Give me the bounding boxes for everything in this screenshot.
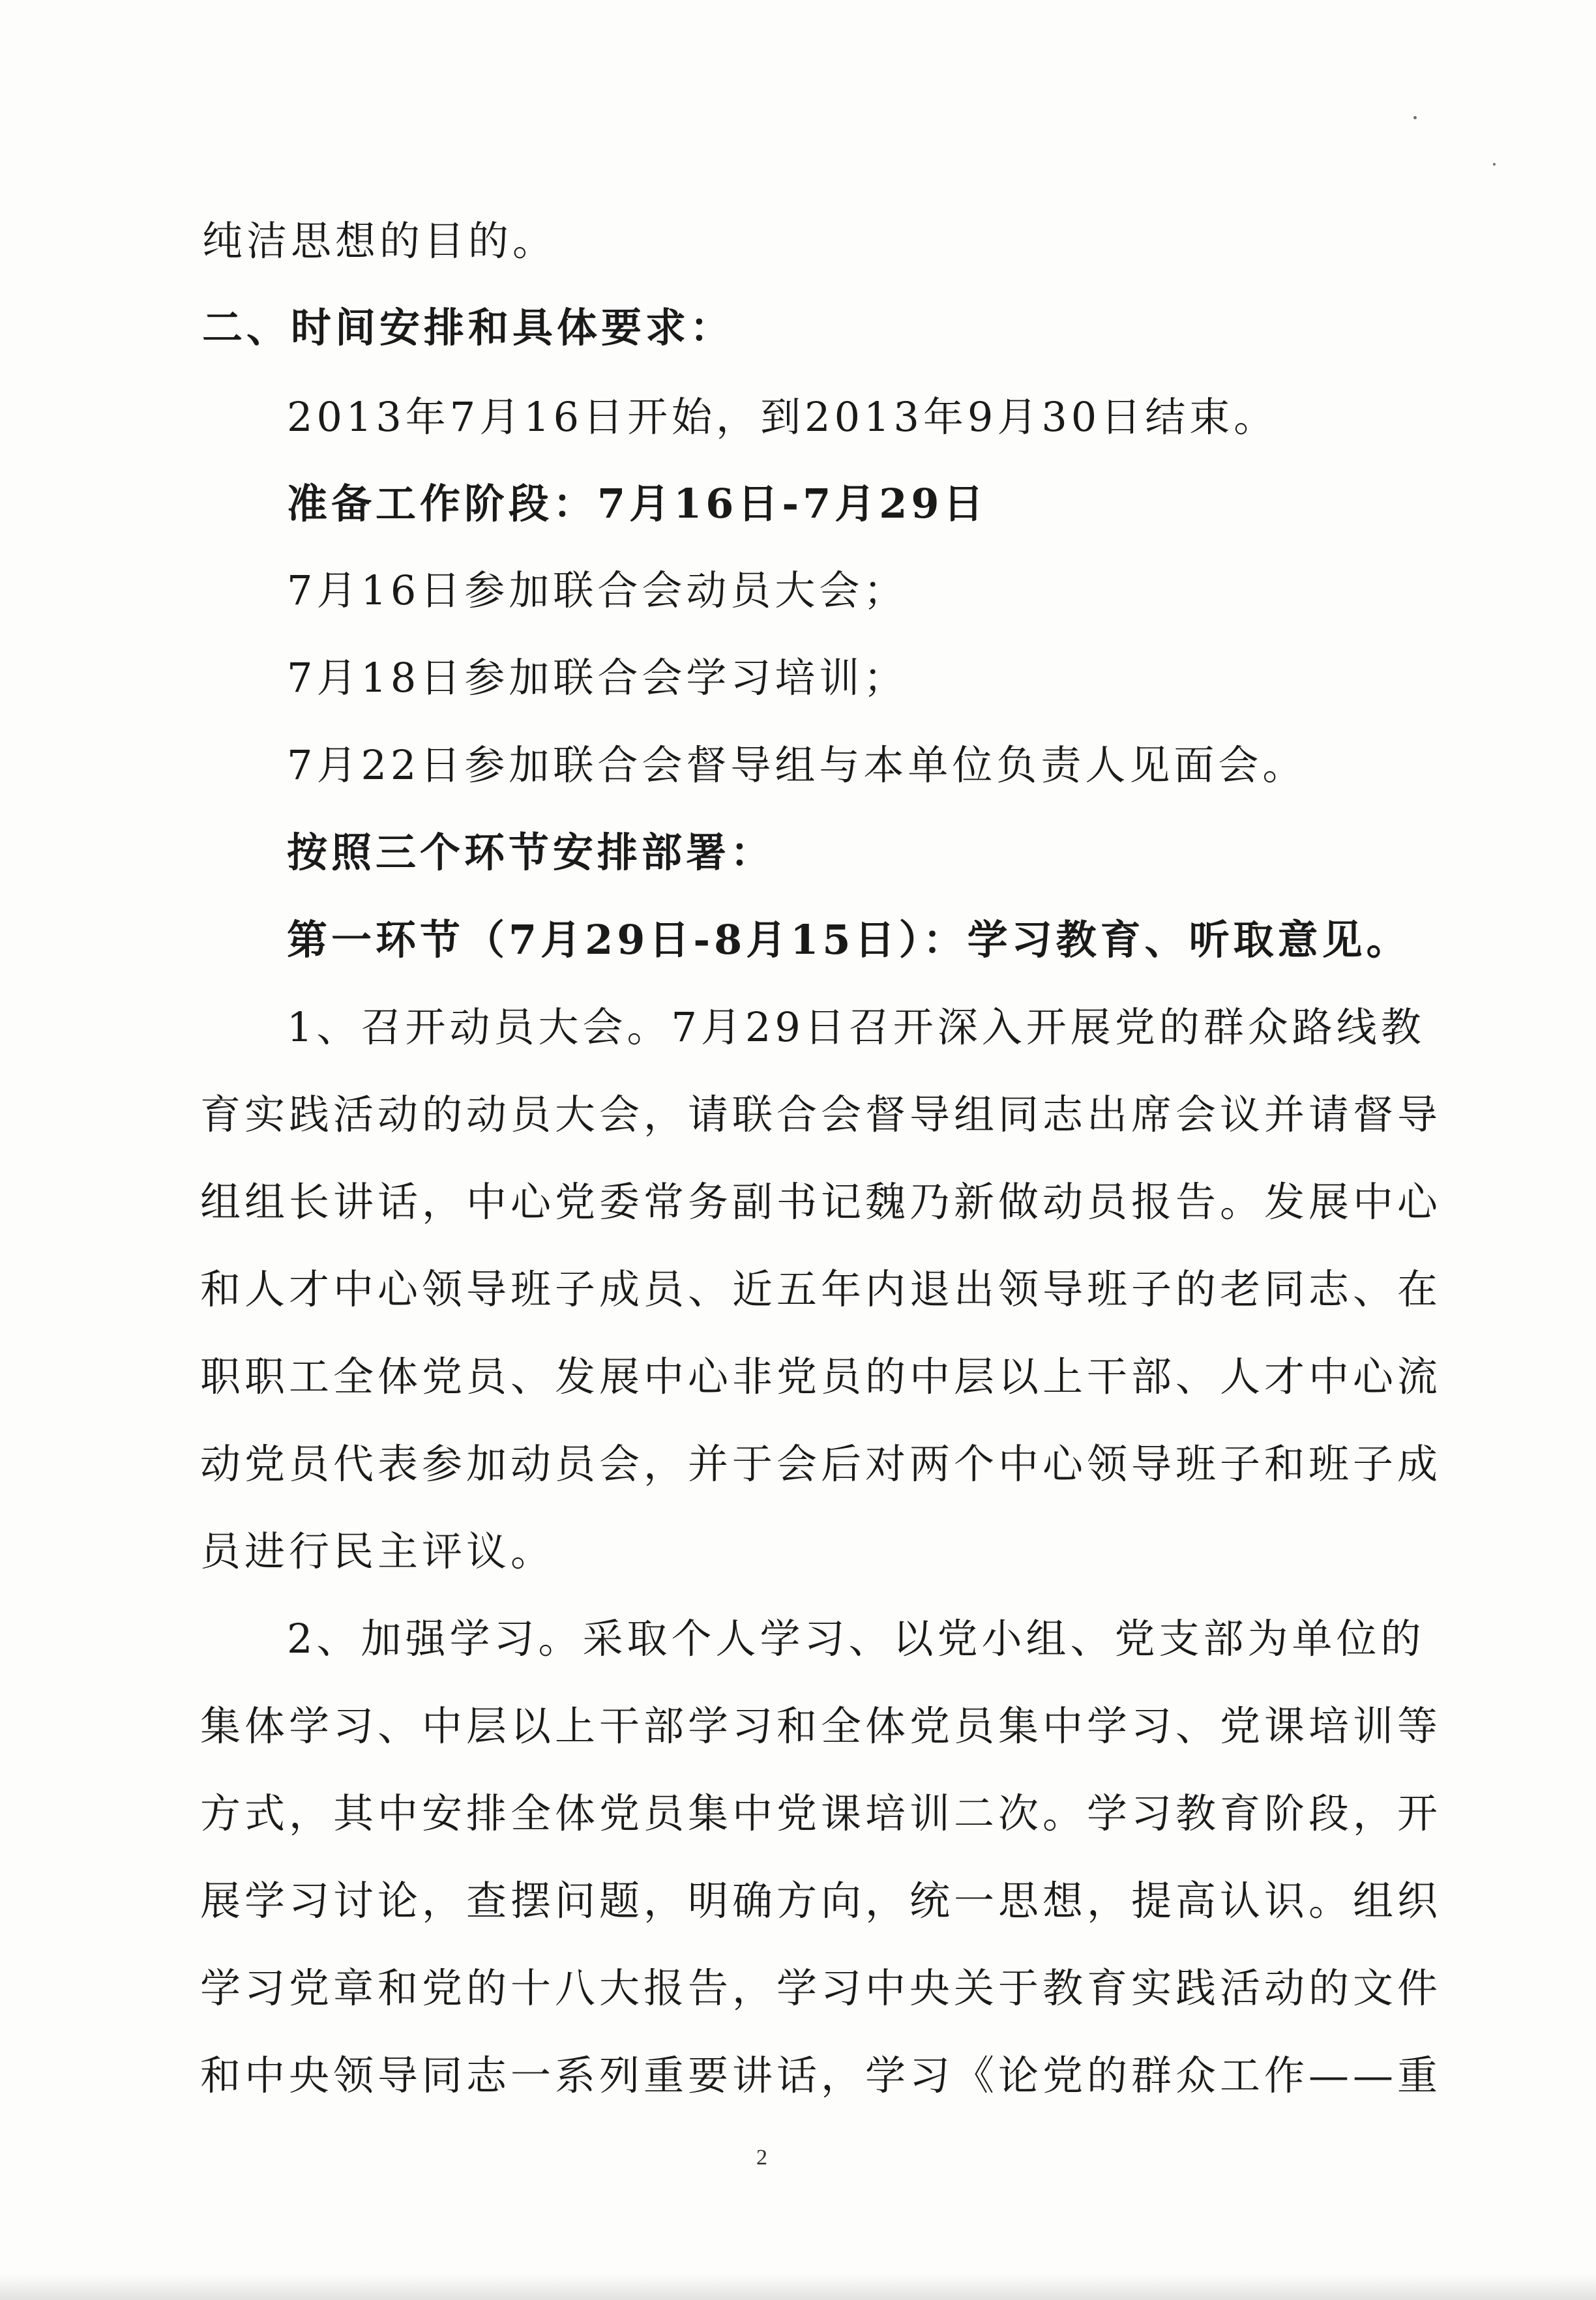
scan-edge-shadow (0, 2274, 1596, 2300)
text-line: 和中央领导同志一系列重要讲话，学习《论党的群众工作——重 (200, 2052, 1442, 2099)
text-line: 纯洁思想的目的。 (202, 217, 557, 265)
text-line: 7月22日参加联合会督导组与本单位负责人见面会。 (287, 741, 1307, 789)
text-line: 育实践活动的动员大会，请联合会督导组同志出席会议并请督导 (200, 1091, 1442, 1138)
subheading: 按照三个环节安排部署： (287, 829, 775, 876)
text-line: 员进行民主评议。 (200, 1527, 555, 1575)
page-number: 2 (756, 2145, 767, 2170)
text-line: 学习党章和党的十八大报告，学习中央关于教育实践活动的文件 (200, 1964, 1442, 2012)
text-line: 职职工全体党员、发展中心非党员的中层以上干部、人才中心流 (200, 1353, 1442, 1400)
scan-speck (1493, 163, 1496, 166)
text-line: 集体学习、中层以上干部学习和全体党员集中学习、党课培训等 (200, 1702, 1442, 1750)
scan-speck (1413, 116, 1417, 119)
text-line: 动党员代表参加动员会，并于会后对两个中心领导班子和班子成 (200, 1440, 1442, 1488)
text-line: 和人才中心领导班子成员、近五年内退出领导班子的老同志、在 (200, 1265, 1442, 1313)
text-line: 展学习讨论，查摆问题，明确方向，统一思想，提高认识。组织 (200, 1877, 1442, 1924)
text-line: 2、加强学习。采取个人学习、以党小组、党支部为单位的 (287, 1615, 1425, 1662)
subheading: 第一环节（7月29日-8月15日）：学习教育、听取意见。 (287, 916, 1411, 964)
text-line: 方式，其中安排全体党员集中党课培训二次。学习教育阶段，开 (200, 1790, 1442, 1837)
text-line: 组组长讲话，中心党委常务副书记魏乃新做动员报告。发展中心 (200, 1178, 1442, 1226)
text-line: 7月18日参加联合会学习培训； (287, 654, 908, 701)
text-line: 7月16日参加联合会动员大会； (287, 567, 908, 614)
text-line: 2013年7月16日开始，到2013年9月30日结束。 (287, 393, 1278, 441)
subheading: 准备工作阶段：7月16日-7月29日 (287, 480, 988, 527)
text-line: 1、召开动员大会。7月29日召开深入开展党的群众路线教 (287, 1003, 1425, 1051)
section-heading: 二、时间安排和具体要求： (202, 304, 735, 351)
